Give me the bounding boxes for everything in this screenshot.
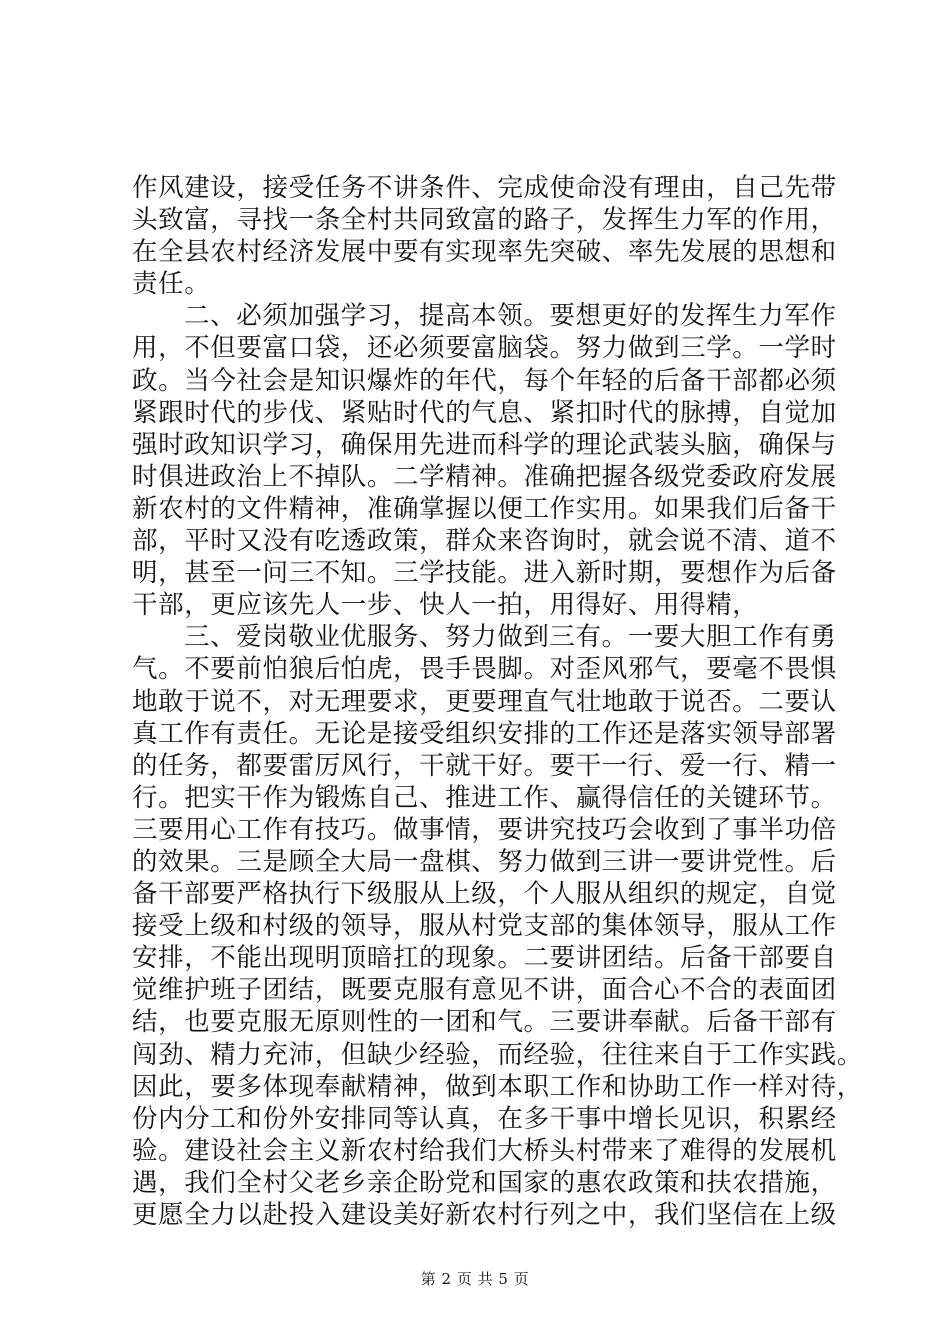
paragraph-3-start: 三、爱岗敬业优服务、努力做到三有。一要大胆工作有勇 <box>184 622 837 653</box>
page-number-footer: 第 2 页 共 5 页 <box>420 1270 530 1288</box>
text-line: 紧跟时代的步伐、紧贴时代的气息、紧扣时代的脉搏，自觉加 <box>132 397 837 428</box>
text-line: 作风建设，接受任务不讲条件、完成使命没有理由，自己先带 <box>132 173 837 203</box>
text-line: 地敢于说不，对无理要求，更要理直气壮地敢于说否。二要认 <box>132 686 837 717</box>
text-line: 用，不但要富口袋，还必须要富脑袋。努力做到三学。一学时 <box>132 333 837 364</box>
text-line: 遇，我们全村父老乡亲企盼党和国家的惠农政策和扶农措施， <box>132 1167 837 1198</box>
text-line: 份内分工和份外安排同等认真，在多干事中增长见识，积累经 <box>132 1103 837 1134</box>
text-line: 安排，不能出现明顶暗扛的现象。二要讲团结。后备干部要自 <box>132 943 837 974</box>
text-line: 接受上级和村级的领导，服从村党支部的集体领导，服从工作 <box>132 911 837 942</box>
text-line: 结，也要克服无原则性的一团和气。三要讲奉献。后备干部有 <box>132 1007 837 1038</box>
document-body <box>132 172 863 1231</box>
text-line: 验。建设社会主义新农村给我们大桥头村带来了难得的发展机 <box>132 1135 837 1166</box>
text-line: 新农村的文件精神，准确掌握以便工作实用。如果我们后备干 <box>132 493 837 524</box>
text-line: 部，平时又没有吃透政策，群众来咨询时，就会说不清、道不 <box>132 526 837 557</box>
text-line: 责任。 <box>132 269 211 300</box>
paragraph-2-start: 二、必须加强学习，提高本领。要想更好的发挥生力军作 <box>184 301 837 332</box>
text-line: 备干部要严格执行下级服从上级，个人服从组织的规定，自觉 <box>132 879 837 910</box>
text-line: 强时政知识学习，确保用先进而科学的理论武装头脑，确保与 <box>132 429 837 460</box>
text-line: 的任务，都要雷厉风行，干就干好。要干一行、爱一行、精一 <box>132 750 837 781</box>
text-line: 觉维护班子团结，既要克服有意见不讲，面合心不合的表面团 <box>132 975 837 1006</box>
text-line: 气。不要前怕狼后怕虎，畏手畏脚。对歪风邪气，要毫不畏惧 <box>132 654 837 685</box>
text-line: 在全县农村经济发展中要有实现率先突破、率先发展的思想和 <box>132 237 837 268</box>
text-line: 因此，要多体现奉献精神，做到本职工作和协助工作一样对待， <box>132 1071 863 1102</box>
text-line: 真工作有责任。无论是接受组织安排的工作还是落实领导部署 <box>132 718 837 749</box>
text-line: 政。当今社会是知识爆炸的年代，每个年轻的后备干部都必须 <box>132 365 837 396</box>
text-line: 头致富，寻找一条全村共同致富的路子，发挥生力军的作用， <box>132 205 837 236</box>
text-line: 更愿全力以赴投入建设美好新农村行列之中，我们坚信在上级 <box>132 1200 837 1230</box>
text-line: 的效果。三是顾全大局一盘棋、努力做到三讲一要讲党性。后 <box>132 846 837 877</box>
text-line: 闯劲、精力充沛，但缺少经验，而经验，往往来自于工作实践。 <box>132 1039 863 1070</box>
text-line: 时俱进政治上不掉队。二学精神。准确把握各级党委政府发展 <box>132 461 837 492</box>
text-line: 明，甚至一问三不知。三学技能。进入新时期，要想作为后备 <box>132 558 837 589</box>
text-line: 干部，更应该先人一步、快人一拍，用得好、用得精， <box>132 590 759 621</box>
text-line: 三要用心工作有技巧。做事情，要讲究技巧会收到了事半功倍 <box>132 814 837 845</box>
text-line: 行。把实干作为锻炼自己、推进工作、赢得信任的关键环节。 <box>132 782 837 813</box>
